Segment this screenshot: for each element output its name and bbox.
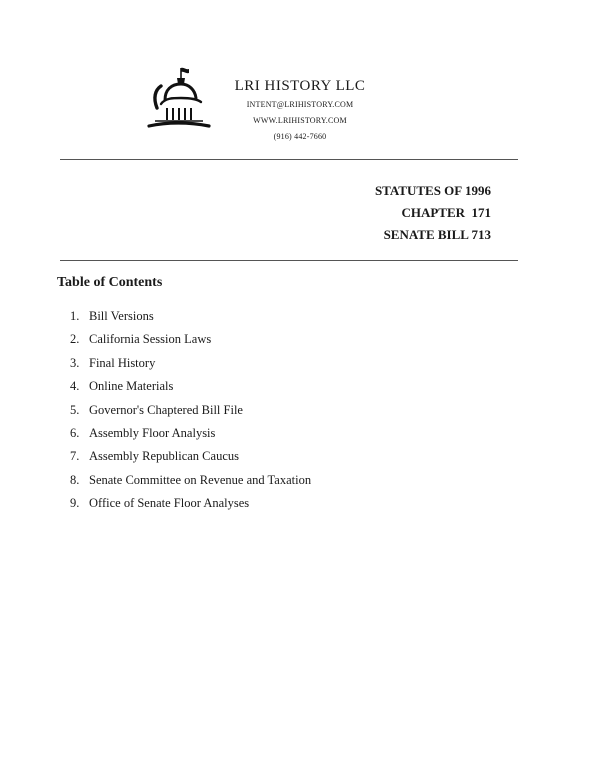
toc-item-number: 4. (70, 379, 80, 394)
section-divider (60, 260, 518, 261)
toc-item-number: 2. (70, 332, 80, 347)
statute-bill: SENATE BILL 713 (383, 227, 491, 242)
toc-item-number: 5. (70, 402, 80, 417)
toc-item-bill-versions (70, 307, 311, 330)
toc-item-assembly-floor (70, 424, 311, 447)
toc-item-label: Online Materials (89, 379, 174, 394)
statute-chapter: CHAPTER 171 (401, 205, 491, 220)
toc-item-number: 3. (70, 355, 80, 370)
toc-item-governors-file (70, 401, 311, 424)
toc-item-label: Office of Senate Floor Analyses (89, 496, 250, 511)
toc-item-final-history (70, 354, 311, 377)
contact-website: WWW.LRIHISTORY.COM (253, 116, 347, 125)
contact-phone: (916) 442-7660 (273, 132, 327, 141)
contact-email: INTENT@LRIHISTORY.COM (246, 100, 354, 109)
toc-item-online-materials (70, 377, 311, 400)
toc-item-session-laws (70, 330, 311, 353)
statute-year: STATUTES OF 1996 (374, 183, 491, 198)
toc-item-senate-revenue (70, 471, 311, 494)
toc-item-label: Senate Committee on Revenue and Taxation (89, 472, 312, 487)
header-divider (60, 159, 518, 160)
statute-block (375, 180, 491, 246)
toc-item-label: Assembly Republican Caucus (89, 449, 239, 464)
toc-item-republican-caucus (70, 447, 311, 470)
toc-item-number: 8. (70, 472, 80, 487)
toc-item-label: Governor's Chaptered Bill File (89, 402, 243, 417)
toc-item-label: Final History (89, 355, 156, 370)
toc-item-label: California Session Laws (89, 332, 212, 347)
toc-item-number: 9. (70, 496, 80, 511)
toc-item-label: Bill Versions (89, 309, 154, 323)
toc-item-number: 6. (70, 425, 80, 440)
toc-item-number: 1. (70, 309, 80, 323)
toc-item-number: 7. (70, 449, 80, 464)
toc-item-senate-floor (70, 494, 311, 517)
company-name: LRI HISTORY LLC (234, 78, 366, 94)
toc-list (70, 307, 311, 518)
toc-heading: Table of Contents (57, 275, 163, 290)
toc-item-label: Assembly Floor Analysis (89, 425, 216, 440)
